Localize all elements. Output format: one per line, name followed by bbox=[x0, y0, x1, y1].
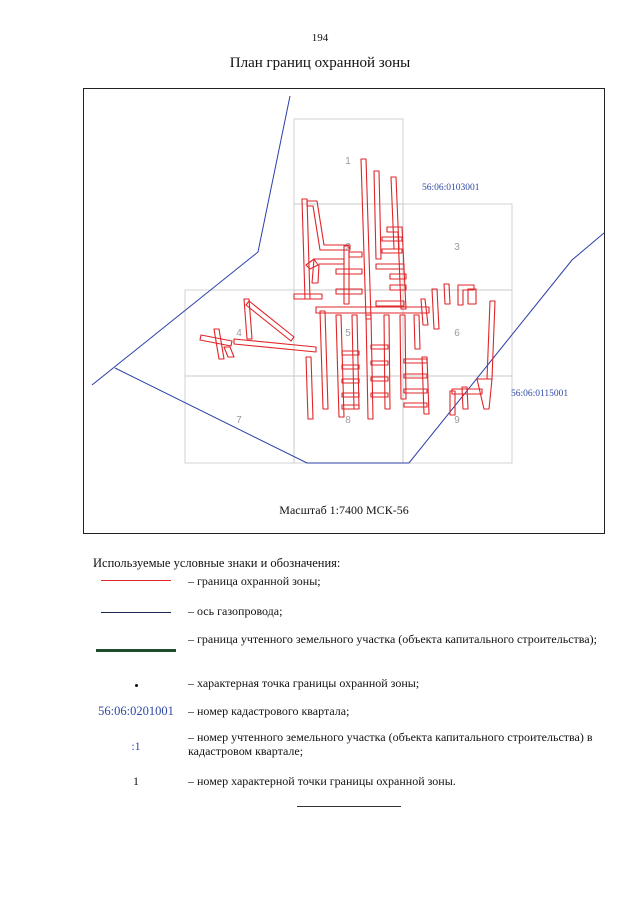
point-number-symbol: 1 bbox=[133, 774, 139, 788]
legend-desc: – номер учтенного земельного участка (объекта капитального строительства) в кадастровом квартале; bbox=[188, 730, 593, 758]
page-title: План границ охранной зоны bbox=[229, 55, 411, 71]
legend-desc: – граница учтенного земельного участка (объекта капитального строительства); bbox=[188, 632, 597, 646]
sheet-number-8: 8 bbox=[345, 415, 351, 426]
sheet-number-2: 2 bbox=[345, 242, 351, 253]
quarter-label-south: 56:06:0115001 bbox=[511, 389, 569, 399]
parcel-boundary-symbol bbox=[93, 649, 179, 652]
zone-boundary-symbol bbox=[93, 580, 179, 581]
sheet-number-7: 7 bbox=[236, 415, 242, 426]
sheet-number-4: 4 bbox=[236, 328, 242, 339]
pipeline-axis-symbol bbox=[93, 612, 179, 613]
footer-rule bbox=[297, 806, 401, 807]
map-scale: Масштаб 1:7400 МСК-56 bbox=[279, 503, 409, 517]
quarter-boundary-south bbox=[115, 233, 604, 463]
sheet-number-6: 6 bbox=[454, 328, 460, 339]
quarter-number-symbol: 56:06:0201001 bbox=[98, 704, 174, 718]
sheet-number-9: 9 bbox=[454, 415, 460, 426]
legend-desc: – номер характерной точки границы охранной зоны. bbox=[188, 774, 456, 788]
sheet-number-3: 3 bbox=[454, 242, 460, 253]
legend-heading: Используемые условные знаки и обозначения: bbox=[93, 556, 341, 570]
quarter-label-north: 56:06:0103001 bbox=[422, 183, 480, 193]
quarter-boundaries bbox=[92, 96, 604, 463]
legend-desc: – ось газопровода; bbox=[188, 604, 283, 618]
legend-desc: – номер кадастрового квартала; bbox=[188, 704, 350, 718]
characteristic-point-symbol bbox=[93, 684, 179, 687]
map-frame bbox=[83, 88, 605, 534]
sheet-number-1: 1 bbox=[345, 156, 351, 167]
protection-zone-network bbox=[200, 159, 495, 419]
legend-desc: – характерная точка границы охранной зоны; bbox=[188, 676, 420, 690]
map-canvas bbox=[84, 89, 604, 533]
page-number: 194 bbox=[311, 32, 329, 44]
legend-desc: – граница охранной зоны; bbox=[188, 574, 321, 588]
sheet-number-5: 5 bbox=[345, 328, 351, 339]
parcel-number-symbol: :1 bbox=[131, 739, 141, 753]
